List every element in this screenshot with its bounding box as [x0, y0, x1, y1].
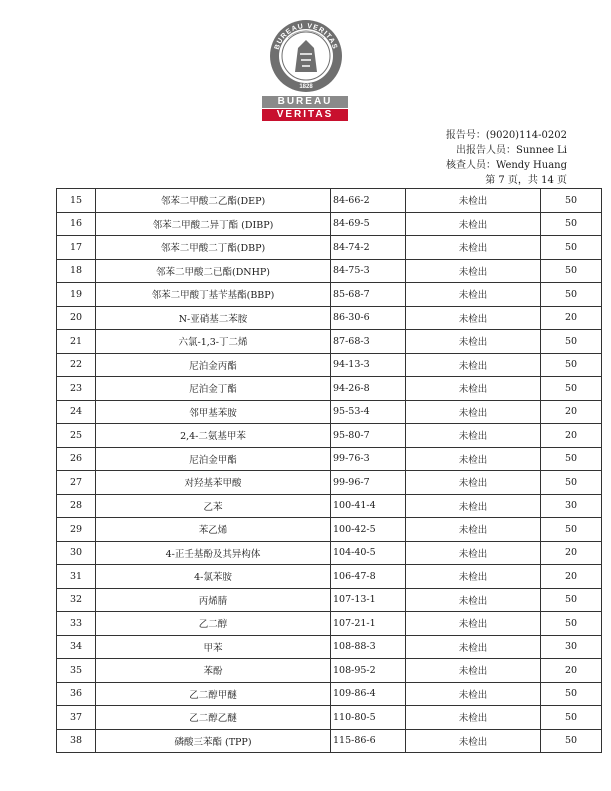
detection-limit: 50 [541, 729, 602, 753]
substance-name: 乙二醇乙醚 [96, 706, 331, 730]
substance-name: 2,4-二氨基甲苯 [96, 424, 331, 448]
substance-name: 对羟基苯甲酸 [96, 471, 331, 495]
detection-limit: 20 [541, 306, 602, 330]
row-number: 38 [57, 729, 96, 753]
row-number: 18 [57, 259, 96, 283]
substance-name: 邻苯二甲酸二异丁酯 (DIBP) [96, 212, 331, 236]
table-row [57, 283, 602, 307]
report-header [347, 128, 567, 188]
substance-name: 甲苯 [96, 635, 331, 659]
detection-limit: 20 [541, 541, 602, 565]
cas-number: 100-42-5 [331, 518, 406, 542]
cas-number: 108-88-3 [331, 635, 406, 659]
row-number: 22 [57, 353, 96, 377]
row-number: 29 [57, 518, 96, 542]
substance-name: 乙二醇 [96, 612, 331, 636]
detection-limit: 50 [541, 588, 602, 612]
results-table [56, 188, 602, 753]
table-row [57, 471, 602, 495]
test-result: 未检出 [406, 518, 541, 542]
row-number: 19 [57, 283, 96, 307]
row-number: 16 [57, 212, 96, 236]
test-result: 未检出 [406, 330, 541, 354]
test-result: 未检出 [406, 189, 541, 213]
report-number: 报告号：(9020)114-0202 [445, 130, 567, 141]
table-row [57, 518, 602, 542]
detection-limit: 50 [541, 212, 602, 236]
substance-name: 4-正壬基酚及其异构体 [96, 541, 331, 565]
row-number: 24 [57, 400, 96, 424]
test-result: 未检出 [406, 588, 541, 612]
substance-name: 乙二醇甲醚 [96, 682, 331, 706]
detection-limit: 50 [541, 283, 602, 307]
test-result: 未检出 [406, 259, 541, 283]
cas-number: 94-13-3 [331, 353, 406, 377]
detection-limit: 50 [541, 259, 602, 283]
detection-limit: 30 [541, 494, 602, 518]
bureau-veritas-logo [262, 18, 348, 122]
row-number: 33 [57, 612, 96, 636]
results-table-body [57, 189, 602, 753]
detection-limit: 50 [541, 189, 602, 213]
detection-limit: 30 [541, 635, 602, 659]
cas-number: 110-80-5 [331, 706, 406, 730]
cas-number: 84-66-2 [331, 189, 406, 213]
substance-name: 尼泊金丙酯 [96, 353, 331, 377]
cas-number: 95-53-4 [331, 400, 406, 424]
detection-limit: 50 [541, 353, 602, 377]
test-result: 未检出 [406, 612, 541, 636]
detection-limit: 50 [541, 612, 602, 636]
substance-name: 磷酸三苯酯 (TPP) [96, 729, 331, 753]
detection-limit: 20 [541, 565, 602, 589]
report-issuer: 出报告人员：Sunnee Li [455, 145, 567, 156]
detection-limit: 50 [541, 682, 602, 706]
cas-number: 115-86-6 [331, 729, 406, 753]
cas-number: 99-96-7 [331, 471, 406, 495]
cas-number: 107-13-1 [331, 588, 406, 612]
cas-number: 109-86-4 [331, 682, 406, 706]
table-row [57, 447, 602, 471]
substance-name: 邻甲基苯胺 [96, 400, 331, 424]
test-result: 未检出 [406, 306, 541, 330]
test-result: 未检出 [406, 236, 541, 260]
table-row [57, 494, 602, 518]
row-number: 28 [57, 494, 96, 518]
detection-limit: 50 [541, 471, 602, 495]
row-number: 25 [57, 424, 96, 448]
substance-name: 苯酚 [96, 659, 331, 683]
substance-name: N-亚硝基二苯胺 [96, 306, 331, 330]
table-row [57, 424, 602, 448]
test-result: 未检出 [406, 400, 541, 424]
row-number: 36 [57, 682, 96, 706]
test-result: 未检出 [406, 635, 541, 659]
table-row [57, 377, 602, 401]
cas-number: 108-95-2 [331, 659, 406, 683]
row-number: 30 [57, 541, 96, 565]
table-row [57, 330, 602, 354]
row-number: 21 [57, 330, 96, 354]
row-number: 35 [57, 659, 96, 683]
table-row [57, 635, 602, 659]
table-row [57, 400, 602, 424]
cas-number: 84-75-3 [331, 259, 406, 283]
test-result: 未检出 [406, 659, 541, 683]
test-result: 未检出 [406, 729, 541, 753]
test-result: 未检出 [406, 353, 541, 377]
table-row [57, 588, 602, 612]
cas-number: 107-21-1 [331, 612, 406, 636]
test-result: 未检出 [406, 494, 541, 518]
table-row [57, 306, 602, 330]
detection-limit: 50 [541, 236, 602, 260]
test-result: 未检出 [406, 565, 541, 589]
substance-name: 乙苯 [96, 494, 331, 518]
substance-name: 邻苯二甲酸二丁酯(DBP) [96, 236, 331, 260]
substance-name: 六氯-1,3-丁二烯 [96, 330, 331, 354]
test-result: 未检出 [406, 682, 541, 706]
substance-name: 邻苯二甲酸二已酯(DNHP) [96, 259, 331, 283]
table-row [57, 565, 602, 589]
table-row [57, 353, 602, 377]
test-result: 未检出 [406, 706, 541, 730]
cas-number: 87-68-3 [331, 330, 406, 354]
table-row [57, 659, 602, 683]
row-number: 27 [57, 471, 96, 495]
logo-band-top: BUREAU [262, 96, 348, 108]
row-number: 17 [57, 236, 96, 260]
test-result: 未检出 [406, 471, 541, 495]
report-reviewer: 核查人员：Wendy Huang [445, 160, 567, 171]
detection-limit: 50 [541, 330, 602, 354]
row-number: 20 [57, 306, 96, 330]
cas-number: 94-26-8 [331, 377, 406, 401]
row-number: 34 [57, 635, 96, 659]
test-result: 未检出 [406, 447, 541, 471]
row-number: 31 [57, 565, 96, 589]
cas-number: 84-74-2 [331, 236, 406, 260]
logo-band-bottom: VERITAS [262, 109, 348, 121]
cas-number: 86-30-6 [331, 306, 406, 330]
row-number: 15 [57, 189, 96, 213]
detection-limit: 50 [541, 518, 602, 542]
substance-name: 尼泊金甲酯 [96, 447, 331, 471]
table-row [57, 729, 602, 753]
table-row [57, 259, 602, 283]
cas-number: 84-69-5 [331, 212, 406, 236]
row-number: 23 [57, 377, 96, 401]
table-row [57, 541, 602, 565]
table-row [57, 189, 602, 213]
detection-limit: 20 [541, 659, 602, 683]
substance-name: 尼泊金丁酯 [96, 377, 331, 401]
row-number: 37 [57, 706, 96, 730]
detection-limit: 50 [541, 377, 602, 401]
substance-name: 苯乙烯 [96, 518, 331, 542]
test-result: 未检出 [406, 212, 541, 236]
cas-number: 106-47-8 [331, 565, 406, 589]
test-result: 未检出 [406, 541, 541, 565]
row-number: 26 [57, 447, 96, 471]
test-result: 未检出 [406, 377, 541, 401]
detection-limit: 20 [541, 400, 602, 424]
detection-limit: 20 [541, 424, 602, 448]
cas-number: 99-76-3 [331, 447, 406, 471]
page-indicator: 第 7 页，共 14 页 [485, 175, 567, 186]
table-row [57, 236, 602, 260]
table-row [57, 212, 602, 236]
detection-limit: 50 [541, 447, 602, 471]
detection-limit: 50 [541, 706, 602, 730]
seal-text: BUREAU VERITAS [273, 22, 339, 51]
substance-name: 4-氯苯胺 [96, 565, 331, 589]
table-row [57, 682, 602, 706]
seal-year: 1828 [299, 84, 313, 90]
test-result: 未检出 [406, 283, 541, 307]
table-row [57, 706, 602, 730]
seal-icon [268, 18, 344, 94]
row-number: 32 [57, 588, 96, 612]
test-result: 未检出 [406, 424, 541, 448]
cas-number: 95-80-7 [331, 424, 406, 448]
cas-number: 100-41-4 [331, 494, 406, 518]
cas-number: 85-68-7 [331, 283, 406, 307]
substance-name: 邻苯二甲酸二乙酯(DEP) [96, 189, 331, 213]
table-row [57, 612, 602, 636]
cas-number: 104-40-5 [331, 541, 406, 565]
substance-name: 邻苯二甲酸丁基苄基酯(BBP) [96, 283, 331, 307]
substance-name: 丙烯腈 [96, 588, 331, 612]
